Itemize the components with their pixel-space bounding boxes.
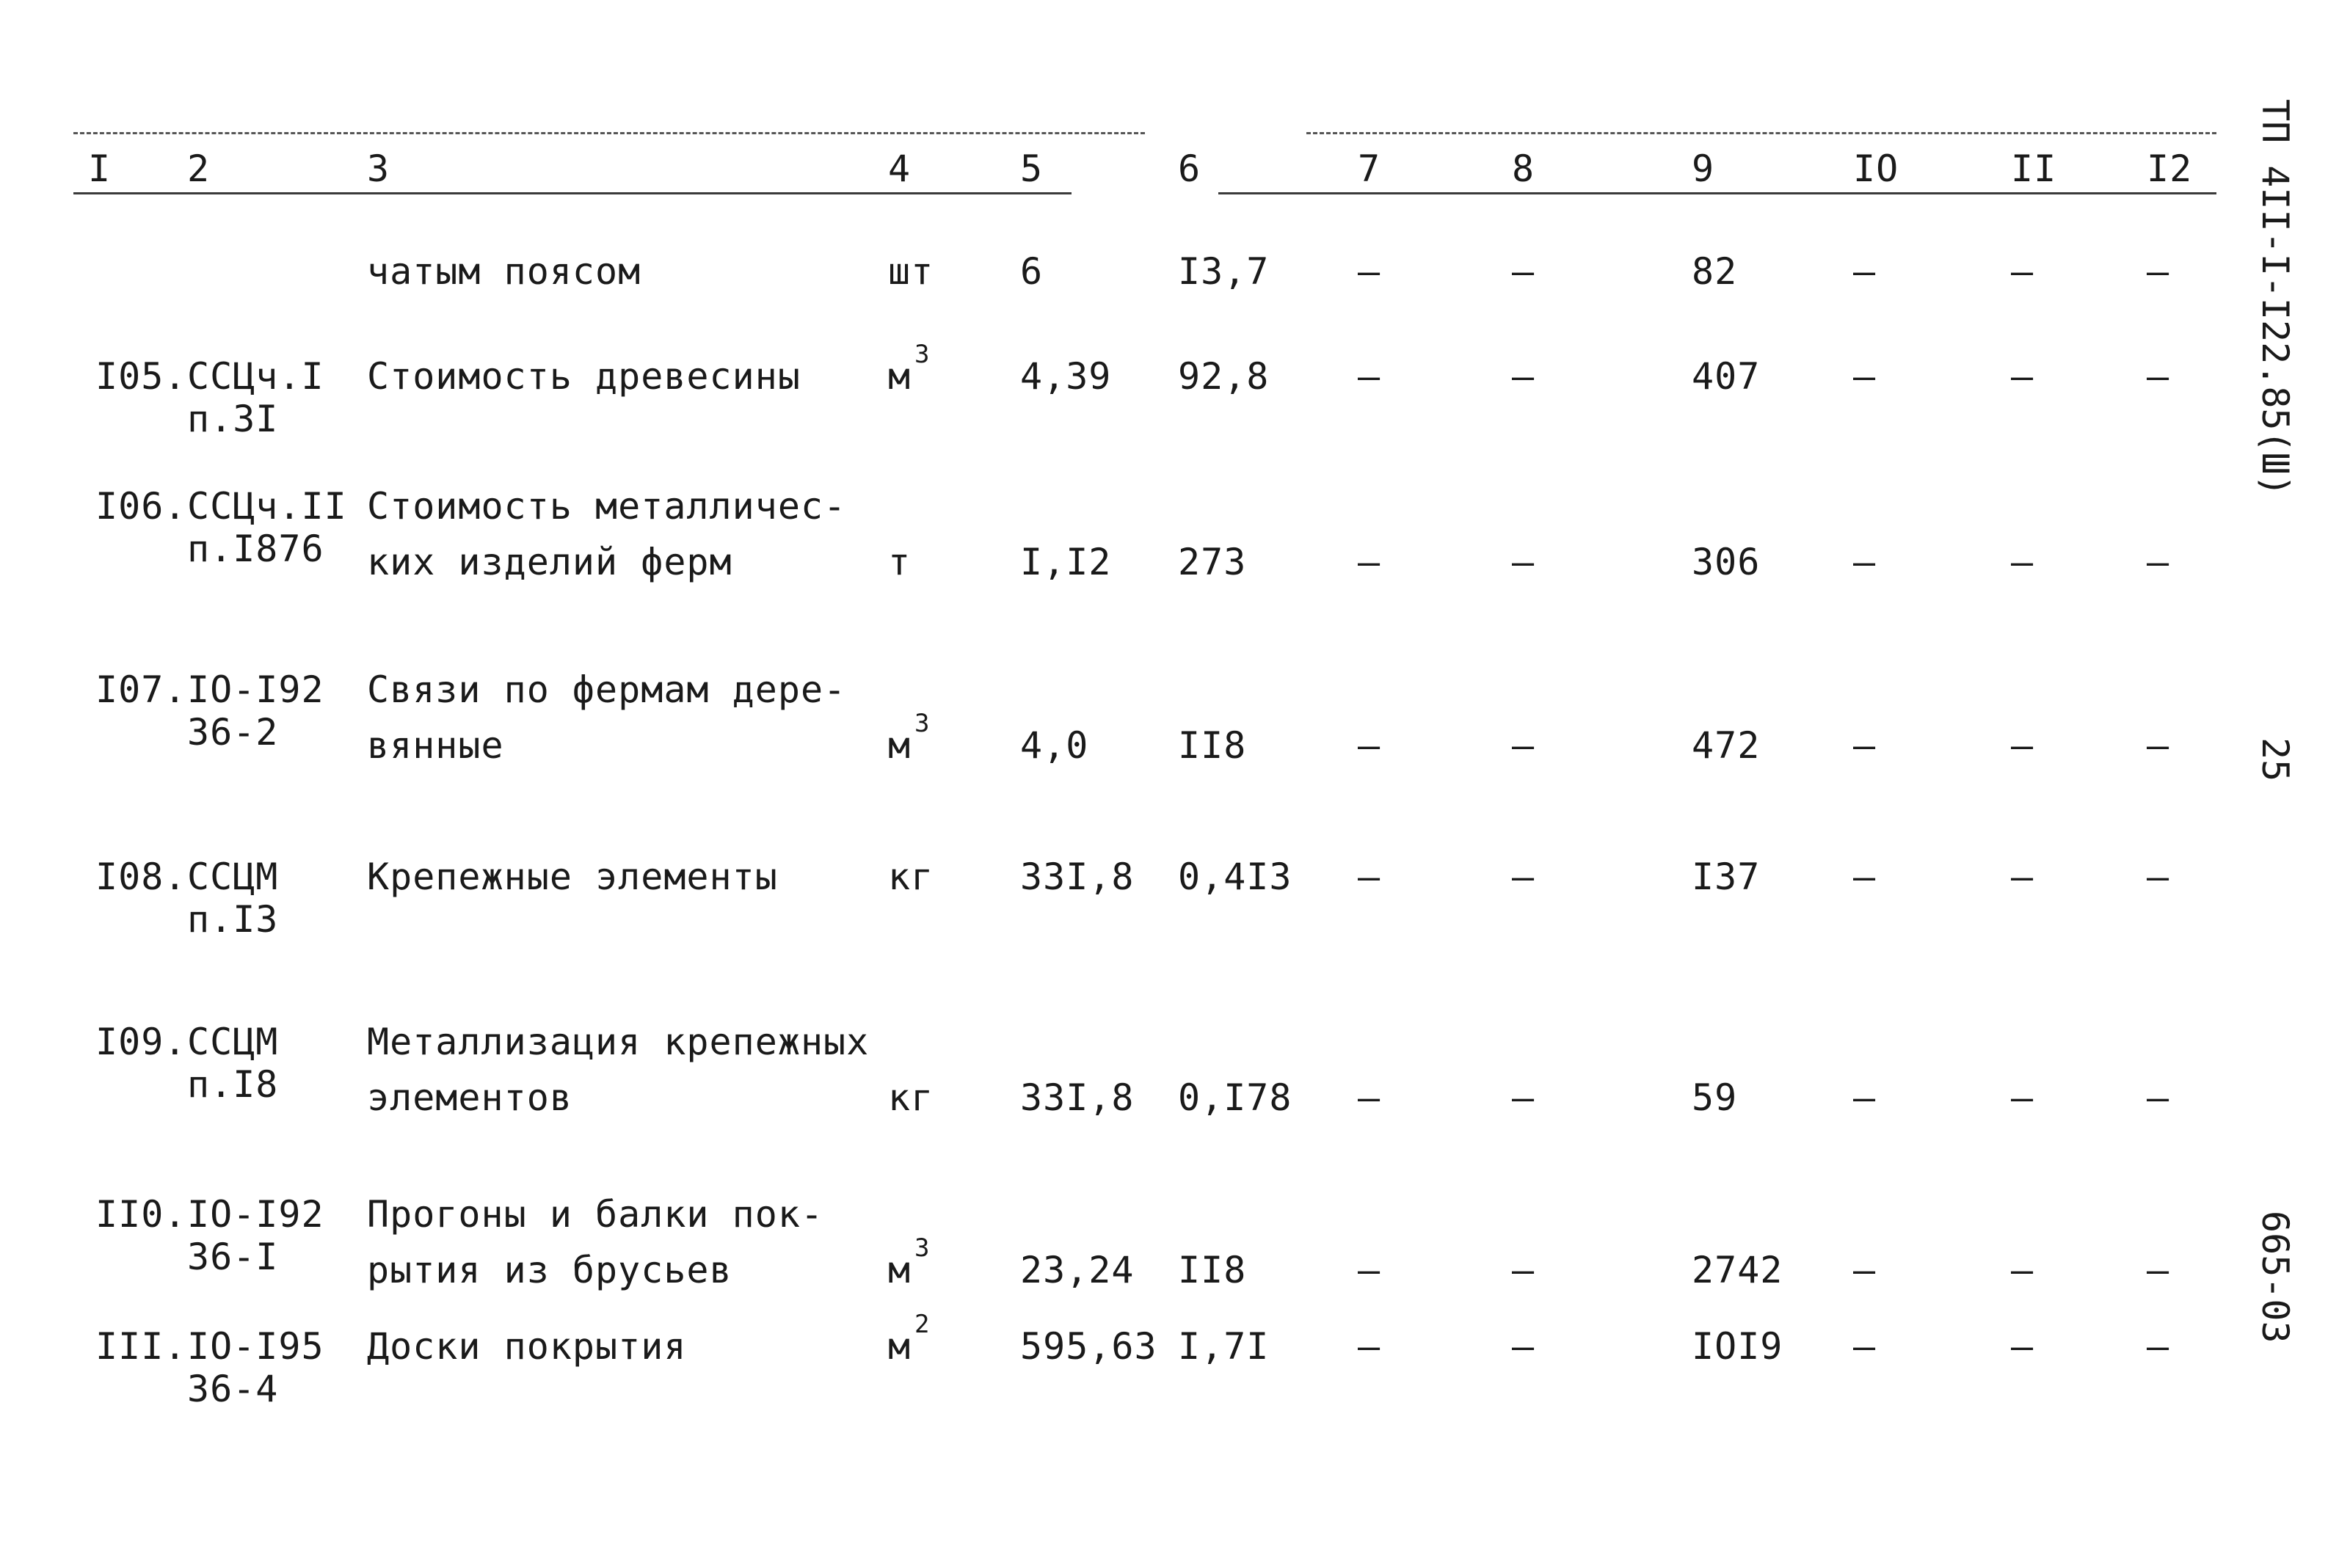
cell-quantity: 4,39 (1020, 355, 1112, 398)
unit-superscript: 2 (914, 1310, 930, 1339)
cell-col-7: – (1358, 724, 1381, 767)
rate-subcode: п.I876 (187, 528, 324, 570)
cell-col-10: – (1853, 1325, 1877, 1368)
cell-quantity: 4,0 (1020, 724, 1089, 767)
cell-col-11: – (2011, 1325, 2034, 1368)
unit-superscript: 3 (914, 709, 930, 738)
header-col-10: IO (1853, 147, 1899, 190)
header-col-8: 8 (1512, 147, 1535, 190)
header-top-rule (73, 132, 1145, 134)
description-line-2: рытия из брусьев (367, 1249, 732, 1291)
cell-col-9: 407 (1692, 355, 1761, 398)
unit: шт (888, 250, 934, 293)
cell-col-7: – (1358, 250, 1381, 293)
cell-col-9: 306 (1692, 541, 1761, 583)
cell-col-7: – (1358, 856, 1381, 898)
row-number: III. (95, 1325, 187, 1368)
description-line-2: ких изделий ферм (367, 541, 732, 583)
cell-col-10: – (1853, 1076, 1877, 1119)
rate-code: IO-I95 (187, 1325, 324, 1368)
cell-quantity: 595,63 (1020, 1325, 1157, 1368)
cell-col-7: – (1358, 1249, 1381, 1291)
cell-col-12: – (2147, 1249, 2170, 1291)
cell-quantity: 33I,8 (1020, 1076, 1135, 1119)
cell-col-12: – (2147, 724, 2170, 767)
header-col-7: 7 (1358, 147, 1381, 190)
rate-subcode: п.I3 (187, 898, 279, 941)
cell-col-12: – (2147, 856, 2170, 898)
cell-col-11: – (2011, 541, 2034, 583)
description-line-1: Крепежные элементы (367, 856, 778, 898)
cell-col-7: – (1358, 1325, 1381, 1368)
document-code: ТП 4II-I-I22.85(Ш) (2254, 99, 2296, 497)
cell-col-8: – (1512, 541, 1535, 583)
header-col-9: 9 (1692, 147, 1715, 190)
cell-col-9: IOI9 (1692, 1325, 1783, 1368)
unit: м (888, 724, 912, 767)
cell-col-12: – (2147, 1325, 2170, 1368)
rate-code: ССЦМ (187, 856, 279, 898)
description-line-2: чатым поясом (367, 250, 641, 293)
description-line-1: Стоимость древесины (367, 355, 801, 398)
cell-col-10: – (1853, 355, 1877, 398)
header-col-12: I2 (2147, 147, 2193, 190)
header-col-4: 4 (888, 147, 912, 190)
rate-subcode: 36-4 (187, 1368, 279, 1410)
header-bottom-rule-mid (1218, 192, 2216, 194)
description-line-1: Прогоны и балки пок- (367, 1193, 824, 1236)
rate-subcode: 36-I (187, 1236, 279, 1278)
cell-col-11: – (2011, 355, 2034, 398)
cell-col-12: – (2147, 355, 2170, 398)
rate-code: IO-I92 (187, 1193, 324, 1236)
unit: м (888, 1325, 912, 1368)
cell-col-9: I37 (1692, 856, 1761, 898)
cell-col-9: 472 (1692, 724, 1761, 767)
rate-subcode: п.3I (187, 398, 279, 440)
rate-code: ССЦч.II (187, 485, 347, 528)
cell-col-12: – (2147, 1076, 2170, 1119)
row-number: I05. (95, 355, 187, 398)
rate-code: ССЦч.I (187, 355, 324, 398)
page-number: 25 (2254, 737, 2296, 782)
header-col-11: II (2011, 147, 2057, 190)
header-bottom-rule (73, 192, 1072, 194)
header-col-3: 3 (367, 147, 390, 190)
cell-col-7: – (1358, 355, 1381, 398)
cell-col-7: – (1358, 541, 1381, 583)
cell-col-11: – (2011, 724, 2034, 767)
cell-col-8: – (1512, 856, 1535, 898)
cell-col-8: – (1512, 1325, 1535, 1368)
cell-unit-cost: II8 (1178, 1249, 1247, 1291)
cell-unit-cost: I3,7 (1178, 250, 1270, 293)
unit-superscript: 3 (914, 1233, 930, 1263)
rate-code: ССЦМ (187, 1021, 279, 1063)
cell-col-9: 59 (1692, 1076, 1738, 1119)
row-number: I08. (95, 856, 187, 898)
cell-col-11: – (2011, 250, 2034, 293)
header-col-2: 2 (187, 147, 211, 190)
cell-col-8: – (1512, 1249, 1535, 1291)
description-line-2: элементов (367, 1076, 572, 1119)
cell-col-9: 82 (1692, 250, 1738, 293)
description-line-1: Стоимость металличес- (367, 485, 847, 528)
cell-col-7: – (1358, 1076, 1381, 1119)
cell-col-8: – (1512, 1076, 1535, 1119)
cell-unit-cost: I,7I (1178, 1325, 1270, 1368)
unit: кг (888, 1076, 934, 1119)
rate-code: IO-I92 (187, 668, 324, 711)
cell-col-9: 2742 (1692, 1249, 1783, 1291)
row-number: I07. (95, 668, 187, 711)
cell-col-12: – (2147, 250, 2170, 293)
cell-col-11: – (2011, 1076, 2034, 1119)
cell-quantity: 33I,8 (1020, 856, 1135, 898)
cell-col-10: – (1853, 541, 1877, 583)
stamp-number: 665-03 (2254, 1211, 2296, 1343)
cell-col-8: – (1512, 724, 1535, 767)
description-line-1: Связи по фермам дере- (367, 668, 847, 711)
row-number: II0. (95, 1193, 187, 1236)
cell-col-10: – (1853, 856, 1877, 898)
cell-col-8: – (1512, 355, 1535, 398)
cell-col-10: – (1853, 1249, 1877, 1291)
description-line-1: Металлизация крепежных (367, 1021, 870, 1063)
cell-quantity: 6 (1020, 250, 1044, 293)
cell-col-11: – (2011, 1249, 2034, 1291)
cell-col-10: – (1853, 724, 1877, 767)
cell-unit-cost: 273 (1178, 541, 1247, 583)
header-col-1: I (88, 147, 112, 190)
cell-unit-cost: 92,8 (1178, 355, 1270, 398)
cell-unit-cost: II8 (1178, 724, 1247, 767)
cell-col-8: – (1512, 250, 1535, 293)
cell-col-12: – (2147, 541, 2170, 583)
header-top-rule-right (1306, 132, 2216, 134)
unit-superscript: 3 (914, 340, 930, 369)
unit: кг (888, 856, 934, 898)
cell-col-10: – (1853, 250, 1877, 293)
row-number: I06. (95, 485, 187, 528)
unit: т (888, 541, 912, 583)
description-line-2: вянные (367, 724, 504, 767)
cell-unit-cost: 0,I78 (1178, 1076, 1292, 1119)
header-col-6: 6 (1178, 147, 1201, 190)
unit: м (888, 355, 912, 398)
unit: м (888, 1249, 912, 1291)
cell-quantity: I,I2 (1020, 541, 1112, 583)
header-col-5: 5 (1020, 147, 1044, 190)
cell-unit-cost: 0,4I3 (1178, 856, 1292, 898)
rate-subcode: п.I8 (187, 1063, 279, 1106)
rate-subcode: 36-2 (187, 711, 279, 754)
cell-quantity: 23,24 (1020, 1249, 1135, 1291)
cell-col-11: – (2011, 856, 2034, 898)
row-number: I09. (95, 1021, 187, 1063)
description-line-1: Доски покрытия (367, 1325, 687, 1368)
